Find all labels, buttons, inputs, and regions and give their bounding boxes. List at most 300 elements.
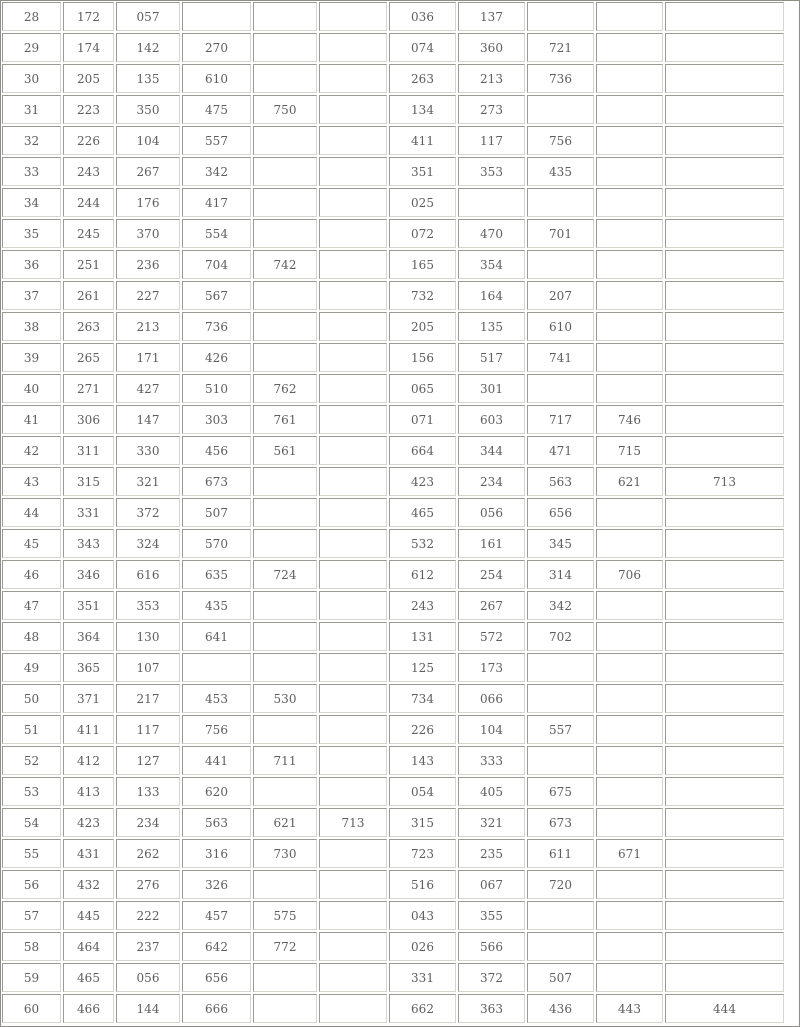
row-number-cell: 42	[2, 436, 61, 465]
table-cell: 054	[389, 777, 456, 806]
table-cell: 713	[319, 808, 387, 837]
table-cell	[665, 312, 784, 341]
table-cell: 730	[253, 839, 317, 868]
table-cell: 072	[389, 219, 456, 248]
table-cell	[527, 95, 594, 124]
table-cell: 301	[458, 374, 525, 403]
table-cell: 666	[182, 994, 251, 1023]
table-cell: 772	[253, 932, 317, 961]
table-cell	[319, 219, 387, 248]
table-cell: 575	[253, 901, 317, 930]
table-cell	[319, 188, 387, 217]
table-cell: 734	[389, 684, 456, 713]
row-number-cell: 40	[2, 374, 61, 403]
table-cell: 251	[63, 250, 114, 279]
table-cell: 345	[527, 529, 594, 558]
table-cell: 071	[389, 405, 456, 434]
table-cell: 342	[182, 157, 251, 186]
row-number-cell: 37	[2, 281, 61, 310]
row-number-cell: 51	[2, 715, 61, 744]
table-cell: 721	[527, 33, 594, 62]
table-cell	[527, 901, 594, 930]
table-cell	[458, 188, 525, 217]
table-cell	[596, 126, 663, 155]
table-cell: 642	[182, 932, 251, 961]
table-cell	[665, 560, 784, 589]
row-number-cell: 43	[2, 467, 61, 496]
table-cell: 074	[389, 33, 456, 62]
table-row	[1, 497, 799, 528]
row-number-cell: 46	[2, 560, 61, 589]
table-cell	[665, 839, 784, 868]
table-row	[1, 869, 799, 900]
table-cell	[527, 2, 594, 31]
table-cell: 431	[63, 839, 114, 868]
table-cell: 673	[527, 808, 594, 837]
table-cell: 331	[63, 498, 114, 527]
table-cell: 360	[458, 33, 525, 62]
row-number-cell: 47	[2, 591, 61, 620]
table-cell	[527, 250, 594, 279]
table-cell	[527, 188, 594, 217]
table-row	[1, 590, 799, 621]
table-cell: 554	[182, 219, 251, 248]
table-cell	[319, 932, 387, 961]
table-row	[1, 621, 799, 652]
table-cell: 465	[63, 963, 114, 992]
table-cell: 065	[389, 374, 456, 403]
row-number-cell: 55	[2, 839, 61, 868]
table-cell: 702	[527, 622, 594, 651]
table-cell: 205	[389, 312, 456, 341]
table-row	[1, 962, 799, 993]
table-row	[1, 63, 799, 94]
table-row	[1, 342, 799, 373]
table-cell: 117	[116, 715, 180, 744]
table-cell: 144	[116, 994, 180, 1023]
table-row	[1, 311, 799, 342]
table-cell	[596, 64, 663, 93]
table-row	[1, 714, 799, 745]
table-cell: 315	[389, 808, 456, 837]
table-cell	[665, 498, 784, 527]
table-cell	[665, 529, 784, 558]
table-row	[1, 218, 799, 249]
row-number-cell: 30	[2, 64, 61, 93]
table-cell	[596, 281, 663, 310]
table-cell: 276	[116, 870, 180, 899]
table-cell: 226	[389, 715, 456, 744]
table-cell: 746	[596, 405, 663, 434]
table-cell	[596, 33, 663, 62]
table-cell: 330	[116, 436, 180, 465]
table-row	[1, 373, 799, 404]
table-cell: 226	[63, 126, 114, 155]
table-cell: 165	[389, 250, 456, 279]
table-cell	[319, 33, 387, 62]
table-cell: 717	[527, 405, 594, 434]
table-row	[1, 745, 799, 776]
table-cell	[665, 281, 784, 310]
table-cell: 217	[116, 684, 180, 713]
table-cell: 720	[527, 870, 594, 899]
table-cell: 426	[182, 343, 251, 372]
table-cell: 173	[458, 653, 525, 682]
table-cell: 567	[182, 281, 251, 310]
table-cell: 133	[116, 777, 180, 806]
table-cell: 164	[458, 281, 525, 310]
table-cell	[319, 994, 387, 1023]
table-cell: 557	[527, 715, 594, 744]
table-cell: 321	[458, 808, 525, 837]
row-number-cell: 45	[2, 529, 61, 558]
table-row	[1, 125, 799, 156]
table-cell	[665, 684, 784, 713]
table-cell: 444	[665, 994, 784, 1023]
table-cell	[319, 436, 387, 465]
table-cell	[319, 591, 387, 620]
table-cell	[596, 746, 663, 775]
table-cell: 417	[182, 188, 251, 217]
table-cell: 736	[527, 64, 594, 93]
table-cell: 372	[458, 963, 525, 992]
table-cell	[253, 498, 317, 527]
table-cell: 351	[389, 157, 456, 186]
table-cell	[319, 95, 387, 124]
table-cell	[253, 529, 317, 558]
table-cell: 570	[182, 529, 251, 558]
table-cell	[596, 498, 663, 527]
table-cell: 331	[389, 963, 456, 992]
table-cell	[665, 653, 784, 682]
table-cell: 324	[116, 529, 180, 558]
row-number-cell: 60	[2, 994, 61, 1023]
row-number-cell: 50	[2, 684, 61, 713]
table-cell: 561	[253, 436, 317, 465]
table-cell	[596, 684, 663, 713]
table-cell	[665, 126, 784, 155]
table-cell	[596, 374, 663, 403]
table-cell: 517	[458, 343, 525, 372]
table-cell: 057	[116, 2, 180, 31]
table-cell: 466	[63, 994, 114, 1023]
table-cell	[319, 622, 387, 651]
table-cell: 510	[182, 374, 251, 403]
table-cell: 750	[253, 95, 317, 124]
table-cell	[596, 95, 663, 124]
table-cell	[319, 64, 387, 93]
table-cell: 736	[182, 312, 251, 341]
table-cell	[253, 2, 317, 31]
row-number-cell: 48	[2, 622, 61, 651]
table-cell: 316	[182, 839, 251, 868]
table-cell: 130	[116, 622, 180, 651]
table-cell: 067	[458, 870, 525, 899]
table-cell	[319, 281, 387, 310]
table-cell: 516	[389, 870, 456, 899]
row-number-cell: 29	[2, 33, 61, 62]
table-cell: 441	[182, 746, 251, 775]
table-cell	[253, 622, 317, 651]
table-cell: 371	[63, 684, 114, 713]
table-cell	[596, 932, 663, 961]
row-number-cell: 44	[2, 498, 61, 527]
table-row	[1, 931, 799, 962]
table-cell: 464	[63, 932, 114, 961]
table-cell	[665, 343, 784, 372]
table-cell: 227	[116, 281, 180, 310]
table-cell: 435	[527, 157, 594, 186]
table-cell: 756	[182, 715, 251, 744]
table-cell: 236	[116, 250, 180, 279]
table-cell: 436	[527, 994, 594, 1023]
table-cell: 641	[182, 622, 251, 651]
table-cell	[665, 374, 784, 403]
table-cell: 254	[458, 560, 525, 589]
table-cell: 715	[596, 436, 663, 465]
row-number-cell: 39	[2, 343, 61, 372]
table-cell	[665, 622, 784, 651]
table-cell: 732	[389, 281, 456, 310]
table-cell: 365	[63, 653, 114, 682]
table-cell	[665, 250, 784, 279]
table-cell: 267	[116, 157, 180, 186]
table-cell: 306	[63, 405, 114, 434]
table-cell: 207	[527, 281, 594, 310]
table-cell: 321	[116, 467, 180, 496]
table-cell: 270	[182, 33, 251, 62]
table-cell	[596, 622, 663, 651]
table-cell: 457	[182, 901, 251, 930]
table-cell	[596, 343, 663, 372]
table-cell: 346	[63, 560, 114, 589]
table-cell	[253, 281, 317, 310]
table-cell	[665, 95, 784, 124]
table-cell: 713	[665, 467, 784, 496]
table-cell	[319, 839, 387, 868]
table-cell: 456	[182, 436, 251, 465]
table-cell	[665, 901, 784, 930]
table-row	[1, 249, 799, 280]
table-cell	[596, 312, 663, 341]
table-cell: 741	[527, 343, 594, 372]
table-cell: 243	[63, 157, 114, 186]
table-cell: 507	[527, 963, 594, 992]
table-cell: 470	[458, 219, 525, 248]
table-cell	[319, 405, 387, 434]
table-cell: 563	[182, 808, 251, 837]
table-cell: 104	[116, 126, 180, 155]
table-cell	[253, 715, 317, 744]
table-cell	[596, 157, 663, 186]
table-cell: 413	[63, 777, 114, 806]
table-cell: 756	[527, 126, 594, 155]
table-cell: 363	[458, 994, 525, 1023]
row-number-cell: 49	[2, 653, 61, 682]
table-row	[1, 528, 799, 559]
table-cell: 222	[116, 901, 180, 930]
table-cell: 724	[253, 560, 317, 589]
table-cell: 405	[458, 777, 525, 806]
table-cell: 435	[182, 591, 251, 620]
table-cell	[182, 2, 251, 31]
table-cell: 271	[63, 374, 114, 403]
table-cell	[253, 157, 317, 186]
table-cell: 711	[253, 746, 317, 775]
table-cell: 137	[458, 2, 525, 31]
table-cell	[319, 467, 387, 496]
table-cell: 314	[527, 560, 594, 589]
table-cell: 423	[63, 808, 114, 837]
table-cell: 107	[116, 653, 180, 682]
table-cell: 026	[389, 932, 456, 961]
table-cell: 432	[63, 870, 114, 899]
table-cell: 223	[63, 95, 114, 124]
table-cell: 532	[389, 529, 456, 558]
table-cell	[319, 684, 387, 713]
row-number-cell: 52	[2, 746, 61, 775]
table-cell: 235	[458, 839, 525, 868]
table-cell: 620	[182, 777, 251, 806]
row-number-cell: 41	[2, 405, 61, 434]
row-number-cell: 59	[2, 963, 61, 992]
table-cell: 056	[458, 498, 525, 527]
table-cell	[596, 901, 663, 930]
table-cell: 364	[63, 622, 114, 651]
table-row	[1, 94, 799, 125]
table-row	[1, 776, 799, 807]
table-cell: 610	[527, 312, 594, 341]
table-cell	[665, 963, 784, 992]
table-cell	[253, 777, 317, 806]
table-cell	[596, 715, 663, 744]
table-cell: 656	[527, 498, 594, 527]
table-cell	[665, 870, 784, 899]
table-cell: 263	[63, 312, 114, 341]
table-cell: 723	[389, 839, 456, 868]
table-cell	[253, 653, 317, 682]
table-cell	[665, 33, 784, 62]
table-cell: 662	[389, 994, 456, 1023]
table-cell: 135	[116, 64, 180, 93]
table-cell: 172	[63, 2, 114, 31]
row-number-cell: 54	[2, 808, 61, 837]
table-cell	[319, 529, 387, 558]
table-cell	[596, 653, 663, 682]
row-number-cell: 34	[2, 188, 61, 217]
table-cell: 673	[182, 467, 251, 496]
table-cell	[596, 591, 663, 620]
table-cell	[253, 994, 317, 1023]
table-cell	[319, 343, 387, 372]
table-cell	[596, 529, 663, 558]
table-cell	[665, 64, 784, 93]
row-number-cell: 36	[2, 250, 61, 279]
table-cell: 423	[389, 467, 456, 496]
table-cell	[253, 33, 317, 62]
table-row	[1, 187, 799, 218]
table-cell: 262	[116, 839, 180, 868]
table-cell	[253, 219, 317, 248]
table-cell: 563	[527, 467, 594, 496]
table-cell: 557	[182, 126, 251, 155]
table-cell	[596, 250, 663, 279]
table-cell	[665, 157, 784, 186]
table-row	[1, 559, 799, 590]
table-cell: 664	[389, 436, 456, 465]
table-cell: 675	[527, 777, 594, 806]
table-cell: 372	[116, 498, 180, 527]
table-cell: 234	[116, 808, 180, 837]
table-row	[1, 652, 799, 683]
table-cell: 621	[596, 467, 663, 496]
table-cell: 635	[182, 560, 251, 589]
table-cell: 656	[182, 963, 251, 992]
table-cell: 412	[63, 746, 114, 775]
table-cell: 234	[458, 467, 525, 496]
table-cell: 125	[389, 653, 456, 682]
table-cell	[253, 870, 317, 899]
table-cell	[319, 374, 387, 403]
table-cell: 616	[116, 560, 180, 589]
table-cell	[665, 188, 784, 217]
row-number-cell: 35	[2, 219, 61, 248]
table-cell: 066	[458, 684, 525, 713]
table-cell	[596, 219, 663, 248]
table-cell: 333	[458, 746, 525, 775]
table-cell: 273	[458, 95, 525, 124]
row-number-cell: 32	[2, 126, 61, 155]
table-cell: 142	[116, 33, 180, 62]
table-cell: 205	[63, 64, 114, 93]
table-cell: 530	[253, 684, 317, 713]
table-cell	[319, 157, 387, 186]
table-row	[1, 32, 799, 63]
table-cell: 611	[527, 839, 594, 868]
table-cell: 243	[389, 591, 456, 620]
table-cell	[319, 715, 387, 744]
table-cell	[596, 808, 663, 837]
table-cell: 507	[182, 498, 251, 527]
table-cell	[319, 126, 387, 155]
table-cell	[319, 963, 387, 992]
table-cell	[665, 746, 784, 775]
table-cell: 267	[458, 591, 525, 620]
table-cell: 411	[63, 715, 114, 744]
table-cell	[596, 777, 663, 806]
table-cell	[319, 560, 387, 589]
table-row	[1, 1, 799, 32]
table-cell: 351	[63, 591, 114, 620]
table-cell	[319, 870, 387, 899]
table-row	[1, 435, 799, 466]
row-number-cell: 28	[2, 2, 61, 31]
table-cell: 263	[389, 64, 456, 93]
table-cell	[319, 498, 387, 527]
table-cell	[319, 2, 387, 31]
table-cell: 043	[389, 901, 456, 930]
table-cell: 612	[389, 560, 456, 589]
table-cell	[665, 932, 784, 961]
table-row	[1, 280, 799, 311]
table-cell	[665, 591, 784, 620]
table-cell: 354	[458, 250, 525, 279]
table-cell: 127	[116, 746, 180, 775]
table-cell	[596, 2, 663, 31]
table-cell	[319, 250, 387, 279]
table-cell	[253, 188, 317, 217]
table-row	[1, 900, 799, 931]
